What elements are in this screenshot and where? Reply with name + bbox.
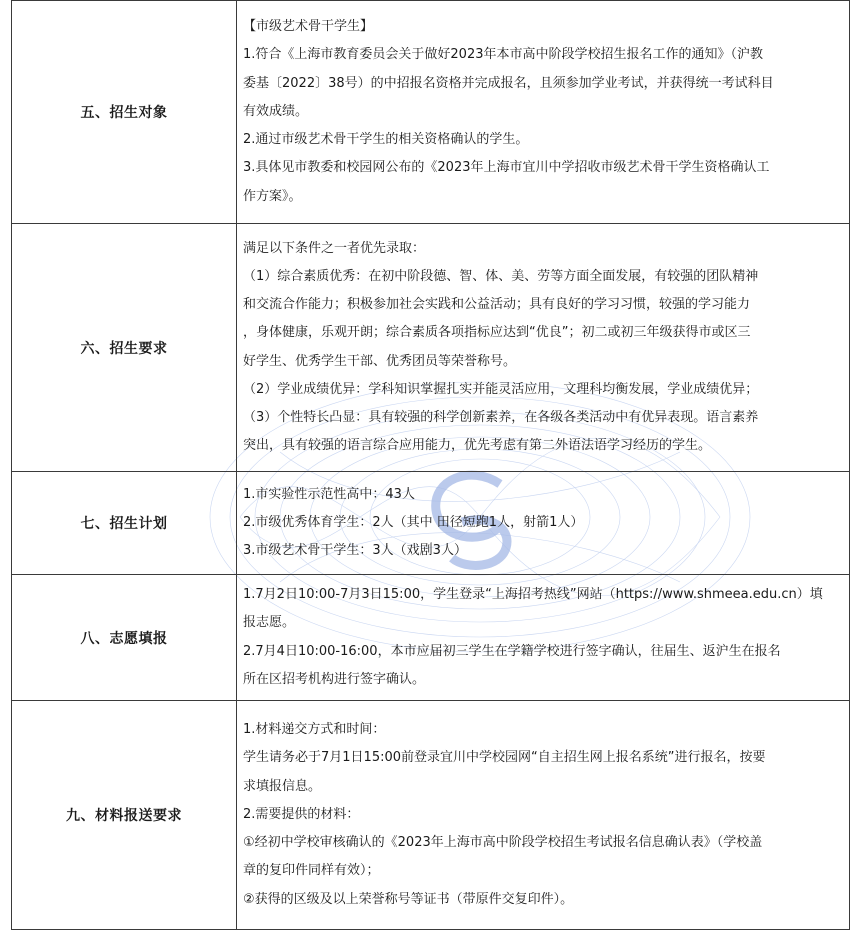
content-line: ，身体健康，乐观开朗；综合素质各项指标应达到“优良”；初二或初三年级获得市或区三 bbox=[243, 325, 751, 341]
row-content-application bbox=[237, 575, 850, 701]
table-row bbox=[12, 701, 850, 930]
table-row bbox=[12, 1, 850, 224]
admission-table bbox=[11, 0, 850, 930]
content-line: 【市级艺术骨干学生】 bbox=[243, 19, 374, 35]
row-content-target-students bbox=[237, 1, 850, 224]
content-line: 满足以下条件之一者优先录取： bbox=[243, 240, 426, 256]
content-line: （2）学业成绩优异：学科知识掌握扎实并能灵活应用，文理科均衡发展，学业成绩优异； bbox=[243, 381, 759, 397]
row-label-requirements: 六、招生要求 bbox=[12, 224, 237, 472]
content-line: 所在区招考机构进行签字确认。 bbox=[243, 671, 426, 687]
content-line: 学生请务必于7月1日15:00前登录宜川中学校园网“自主招生网上报名系统”进行报名，按要 bbox=[243, 750, 766, 766]
content-line: ①经初中学校审核确认的《2023年上海市高中阶段学校招生考试报名信息确认表》（学校盖 bbox=[243, 835, 763, 851]
content-line: 1.材料递交方式和时间： bbox=[243, 722, 386, 738]
content-line: 2.通过市级艺术骨干学生的相关资格确认的学生。 bbox=[243, 132, 529, 148]
row-content-requirements bbox=[237, 224, 850, 472]
row-label-target-students: 五、招生对象 bbox=[12, 1, 237, 224]
content-line: 和交流合作能力；积极参加社会实践和公益活动；具有良好的学习习惯，较强的学习能力 bbox=[243, 297, 751, 313]
content-line: ②获得的区级及以上荣誉称号等证书（带原件交复印件）。 bbox=[243, 891, 574, 907]
content-line: 3.具体见市教委和校园网公布的《2023年上海市宜川中学招收市级艺术骨干学生资格确认工 bbox=[243, 160, 770, 176]
content-line: 2.市级优秀体育学生：2人（其中 田径短跑1人，射箭1人） bbox=[243, 514, 584, 530]
content-line: 3.市级艺术骨干学生：3人（戏剧3人） bbox=[243, 543, 467, 559]
content-line: 1.7月2日10:00-7月3日15:00，学生登录“上海招考热线”网站（https://www.shmeea.edu.cn）填 bbox=[243, 587, 823, 603]
row-content-enrollment-plan bbox=[237, 472, 850, 575]
content-line: 2.需要提供的材料： bbox=[243, 806, 360, 822]
row-label-application: 八、志愿填报 bbox=[12, 575, 237, 701]
row-label-enrollment-plan: 七、招生计划 bbox=[12, 472, 237, 575]
table-row bbox=[12, 575, 850, 701]
content-line: 突出，具有较强的语言综合应用能力，优先考虑有第二外语法语学习经历的学生。 bbox=[243, 438, 712, 454]
content-line: （3）个性特长凸显：具有较强的科学创新素养，在各级各类活动中有优异表现。语言素养 bbox=[243, 409, 759, 425]
content-line: 2.7月4日10:00-16:00，本市应届初三学生在学籍学校进行签字确认，往届生、返沪生在报名 bbox=[243, 643, 781, 659]
table-row bbox=[12, 472, 850, 575]
table-row bbox=[12, 224, 850, 472]
row-label-materials: 九、材料报送要求 bbox=[12, 701, 237, 930]
content-line: 委基〔2022〕38号）的中招报名资格并完成报名，且须参加学业考试，并获得统一考试科目 bbox=[243, 75, 774, 91]
content-line: 好学生、优秀学生干部、优秀团员等荣誉称号。 bbox=[243, 353, 517, 369]
content-line: （1）综合素质优秀：在初中阶段德、智、体、美、劳等方面全面发展，有较强的团队精神 bbox=[243, 268, 759, 284]
content-line: 求填报信息。 bbox=[243, 778, 322, 794]
content-line: 1.市实验性示范性高中：43人 bbox=[243, 486, 415, 502]
content-line: 章的复印件同样有效）； bbox=[243, 863, 380, 879]
row-content-materials bbox=[237, 701, 850, 930]
content-line: 报志愿。 bbox=[243, 615, 296, 631]
content-line: 有效成绩。 bbox=[243, 103, 309, 119]
content-line: 1.符合《上海市教育委员会关于做好2023年本市高中阶段学校招生报名工作的通知》（沪教 bbox=[243, 47, 763, 63]
content-line: 作方案》。 bbox=[243, 188, 302, 204]
